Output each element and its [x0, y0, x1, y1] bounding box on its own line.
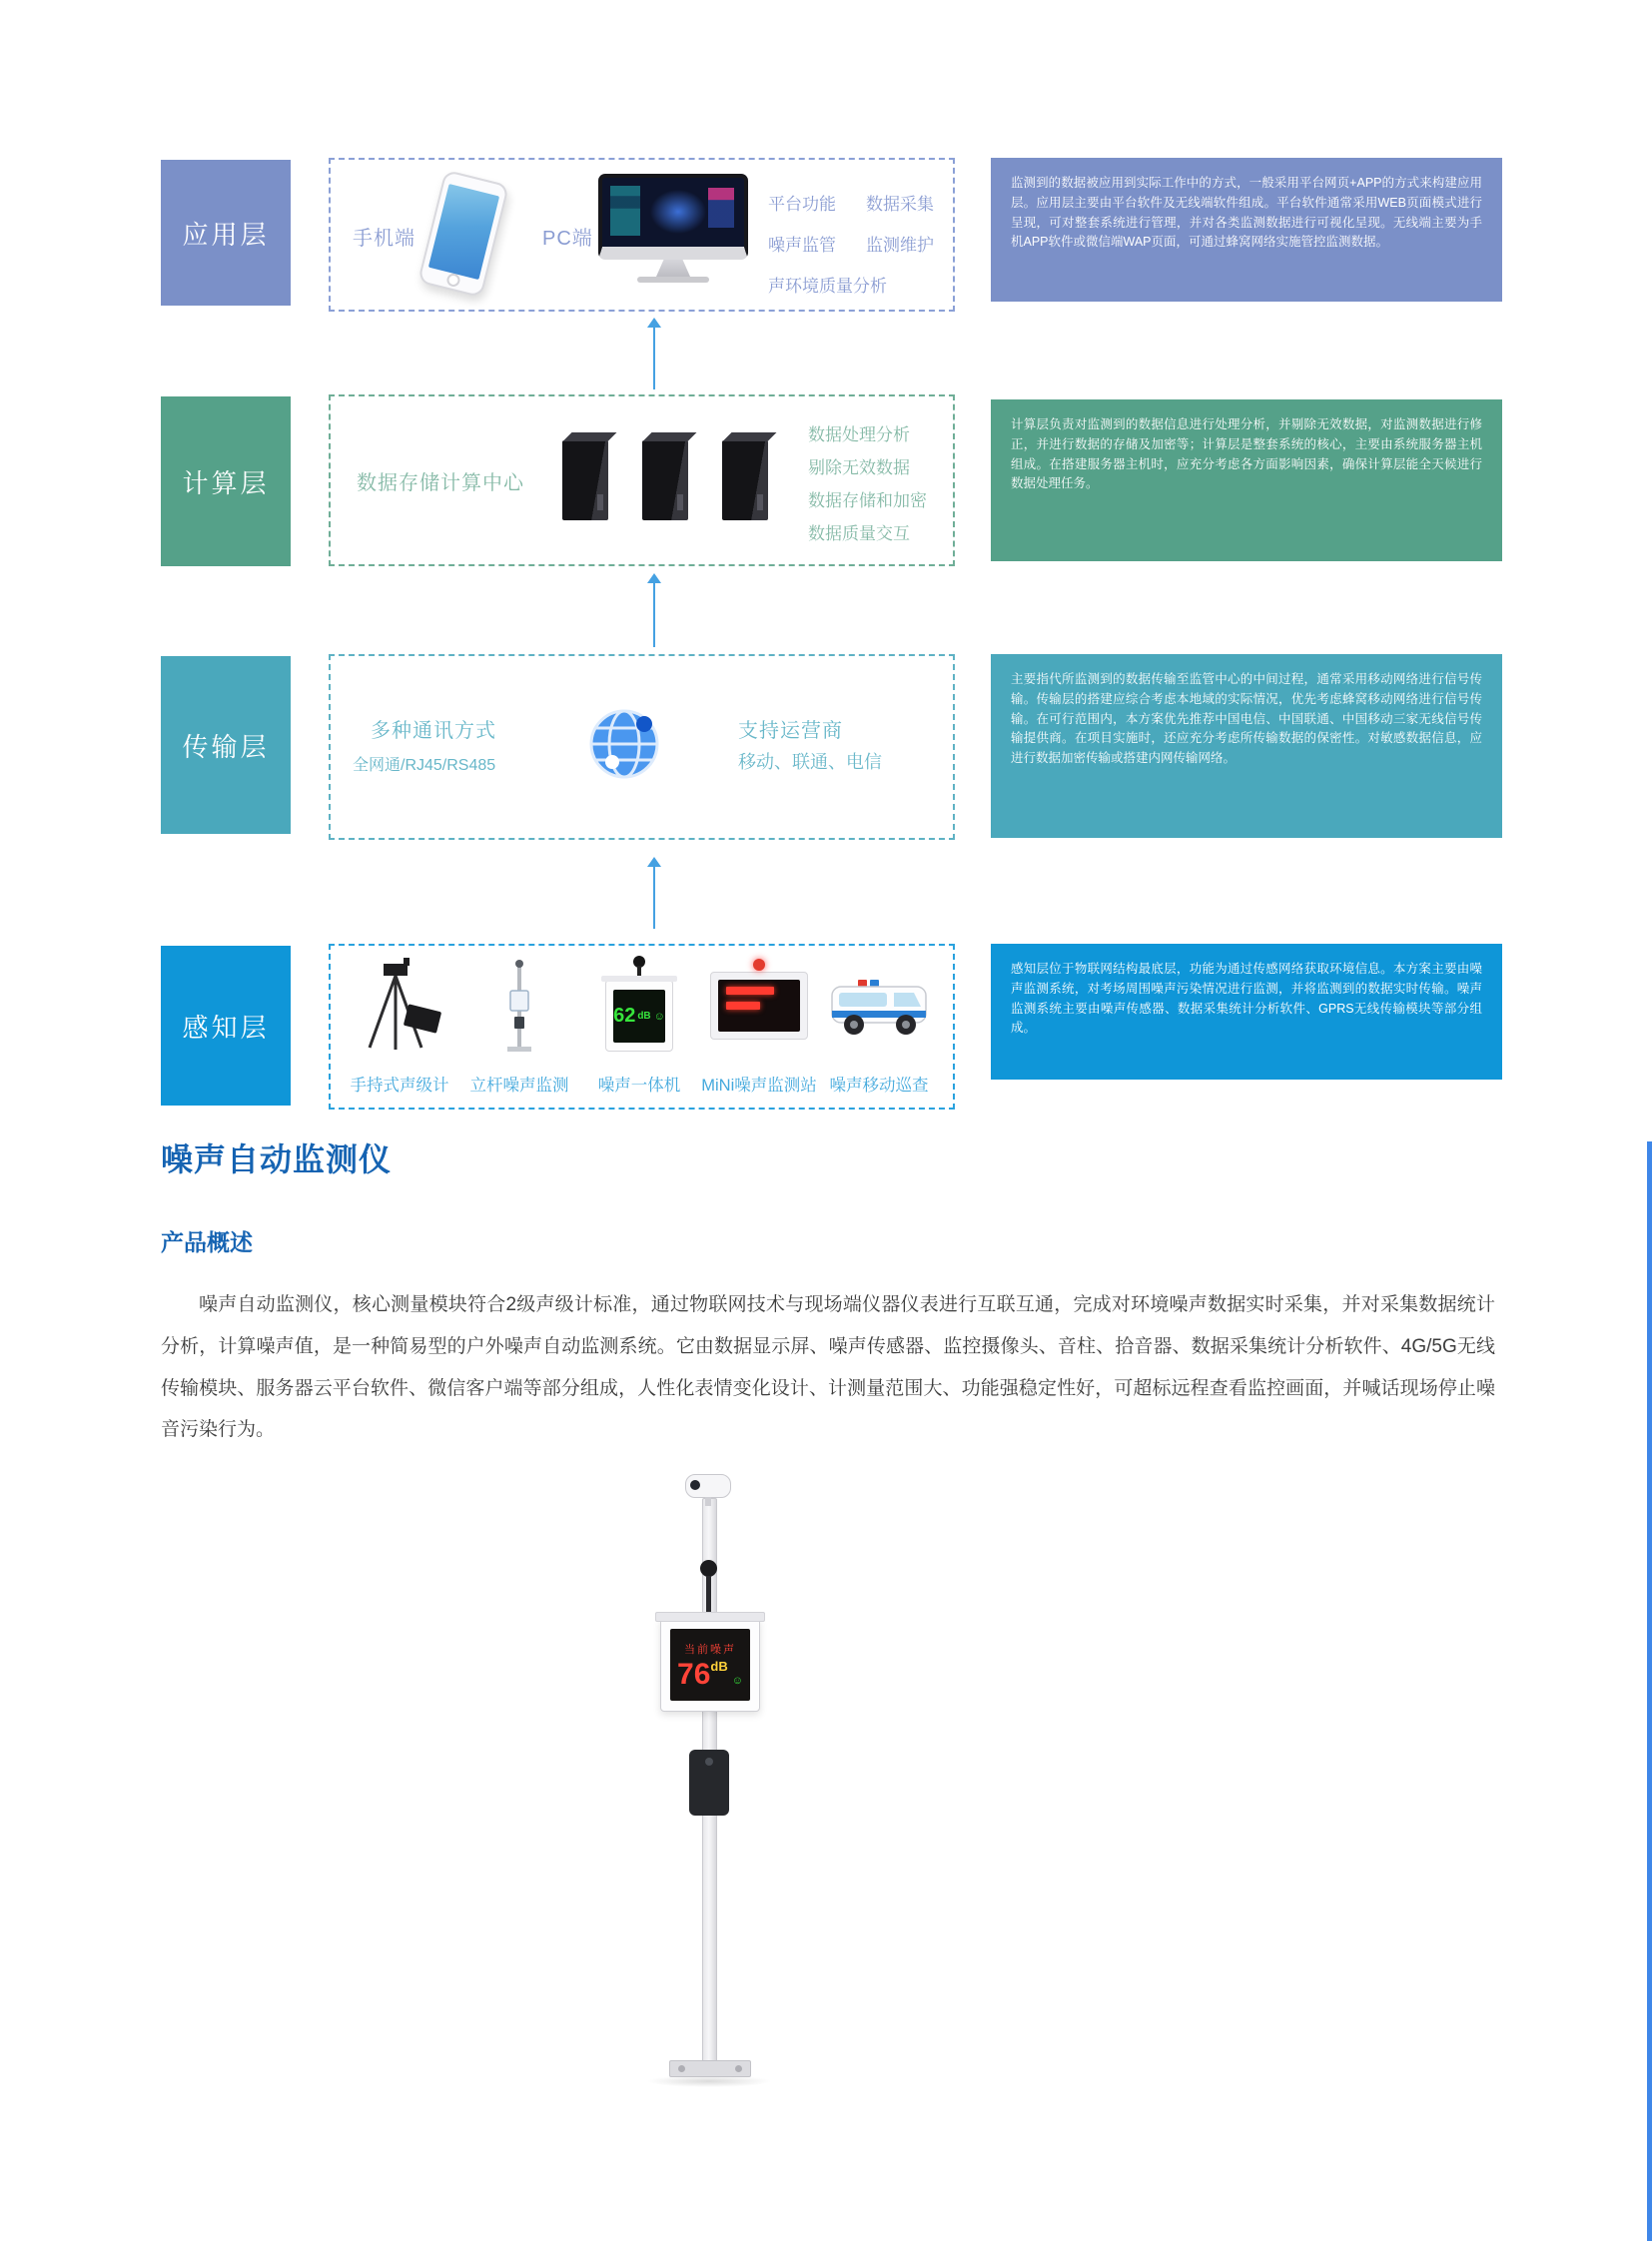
microphone-stem [706, 1576, 711, 1612]
device-caption: 手持式声级计 [350, 1077, 449, 1095]
computing-feature-list [808, 418, 927, 551]
layer-label-transmission [161, 656, 291, 834]
server-icon [722, 440, 768, 520]
section-subtitle: 产品概述 [161, 1229, 253, 1255]
noise-monitor-pole-figure [559, 1468, 859, 2107]
led-display [670, 1629, 750, 1701]
feature-item: 平台功能 [768, 195, 836, 214]
computing-layer-description: 计算层负责对监测到的数据信息进行处理分析，并剔除无效数据，对监测数据进行修正，并进行数据的存储及加密等；计算层是整套系统的核心，主要由系统服务器主机组成。在搭建服务器主机时，应充分考虑各方面影响因素，确保计算层能全天候进行数据处理任务。 [991, 399, 1502, 561]
device-cell [341, 952, 458, 1100]
mini-station-icon [700, 952, 818, 1060]
product-overview-paragraph: 噪声自动监测仪，核心测量模块符合2级声级计标准，通过物联网技术与现场端仪器仪表进行互联互通，完成对环境噪声数据实时采集，并对采集数据统计分析，计算噪声值，是一种简易型的户外噪声自动监测系统。它由数据显示屏、噪声传感器、监控摄像头、音柱、拾音器、数据采集统计分析软件、4G/5G无线传输模块、服务器云平台软件、微信客户端等部分组成，人性化表情变化设计、计测量范围大、功能强稳定性好，可超标远程查看监控画面，并喊话现场停止噪音污染行为。 [161, 1294, 1495, 1441]
right-edge-accent-bar [1647, 1141, 1652, 2241]
pole-base-plate [669, 2060, 751, 2077]
device-cell [700, 952, 818, 1100]
up-arrow-icon [647, 318, 661, 389]
feature-item: 数据存储和加密 [808, 491, 927, 511]
carriers-title: 支持运营商 [738, 720, 843, 742]
device-cell [580, 952, 698, 1100]
transmission-layer-description: 主要指代所监测到的数据传输至监管中心的中间过程，通常采用移动网络进行信号传输。传输层的搭建应综合考虑本地域的实际情况，优先考虑蜂窝移动网络进行信号传输。在可行范围内，本方案优先推荐中国电信、中国联通、中国移动三家无线信号传输提供商。在项目实施时，还应充分考虑所传输数据的保密性。对敏感数据信息，应进行数据加密传输或搭建内网传输网络。 [991, 654, 1502, 838]
layer-label-text: 感知层 [182, 1012, 270, 1043]
globe-icon [582, 702, 666, 786]
display-unit: dB [710, 1658, 728, 1674]
device-caption: 立杆噪声监测 [469, 1077, 569, 1095]
page-title: 噪声自动监测仪 [161, 1141, 393, 1177]
server-icon [642, 440, 688, 520]
data-collector-box [689, 1750, 729, 1816]
feature-item: 数据处理分析 [808, 425, 910, 444]
comm-modes-title: 多种通讯方式 [371, 720, 496, 742]
computing-layer-content-box [329, 394, 955, 566]
display-label: 当前噪声 [684, 1643, 736, 1656]
layer-label-text: 传输层 [182, 731, 270, 762]
integrated-noise-monitor-icon [580, 952, 698, 1060]
transmission-layer-content-box [329, 654, 955, 840]
up-arrow-icon [647, 857, 661, 929]
smartphone-icon [417, 170, 509, 299]
up-arrow-icon [647, 573, 661, 647]
patrol-van-icon [820, 952, 938, 1060]
display-value: 76 [677, 1657, 711, 1691]
alarm-beacon-icon [753, 959, 765, 971]
feature-item: 监测维护 [866, 236, 934, 255]
perception-layer-description: 感知层位于物联网结构最底层，功能为通过传感网络获取环境信息。本方案主要由噪声监测系统，对考场周围噪声污染情况进行监测，并将监测到的数据实时传输。噪声监测系统主要由噪声传感器、数据采集统计分析软件、GPRS无线传输模块等部分组成。 [991, 944, 1502, 1080]
layer-label-text: 应用层 [182, 219, 270, 250]
tripod-sound-meter-icon [341, 952, 458, 1060]
pc-client-label: PC端 [542, 228, 593, 250]
perception-layer-content-box [329, 944, 955, 1110]
device-caption: 噪声一体机 [597, 1077, 681, 1095]
smiley-icon: ☺ [731, 1674, 743, 1687]
smiley-icon: ☺ [653, 1010, 665, 1023]
mini-display-value: 62 [613, 1005, 636, 1027]
device-caption: MiNi噪声监测站 [701, 1077, 817, 1095]
feature-item: 剔除无效数据 [808, 458, 910, 478]
device-cell [460, 952, 578, 1100]
layer-label-application [161, 160, 291, 306]
feature-item: 数据采集 [866, 195, 934, 214]
server-icon [562, 440, 608, 520]
layer-label-perception [161, 946, 291, 1106]
data-center-label: 数据存储计算中心 [357, 472, 524, 494]
feature-item: 噪声监管 [768, 236, 836, 255]
device-caption: 噪声移动巡查 [829, 1077, 929, 1095]
carriers-sub: 移动、联通、电信 [738, 752, 882, 772]
mini-display-unit: dB [637, 1011, 651, 1022]
imac-icon [598, 174, 748, 283]
feature-item: 声环境质量分析 [768, 277, 887, 296]
mobile-client-label: 手机端 [353, 228, 415, 250]
pole-noise-monitor-icon [460, 952, 578, 1060]
microphone-windscreen-icon [700, 1560, 717, 1577]
surveillance-camera-icon [685, 1474, 731, 1498]
device-cell [820, 952, 938, 1100]
platform-feature-list [768, 190, 934, 297]
layer-label-computing [161, 396, 291, 566]
feature-item: 数据质量交互 [808, 524, 910, 544]
noise-display-enclosure [660, 1618, 760, 1712]
application-layer-content-box [329, 158, 955, 312]
layer-label-text: 计算层 [182, 467, 270, 498]
comm-modes-sub: 全网通/RJ45/RS485 [353, 757, 496, 774]
application-layer-description: 监测到的数据被应用到实际工作中的方式，一般采用平台网页+APP的方式来构建应用层。应用层主要由平台软件及无线端软件组成。平台软件通常采用WEB页面模式进行呈现，可对整套系统进行管理，并对各类监测数据进行可视化呈现。无线端主要为手机APP软件或微信端WAP页面，可通过蜂窝网络实施管控监测数据。 [991, 158, 1502, 302]
